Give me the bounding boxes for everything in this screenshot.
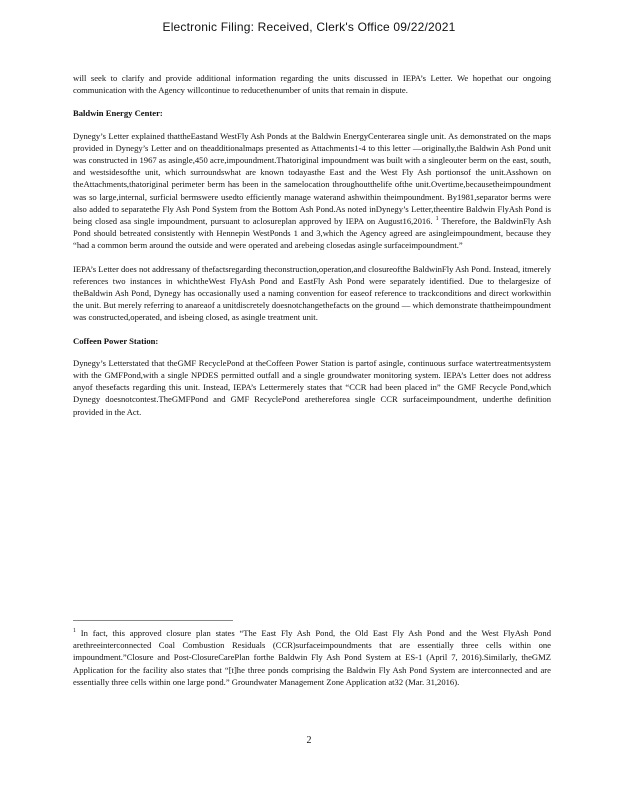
baldwin-paragraph-1 bbox=[73, 130, 551, 252]
footnotes-section bbox=[73, 620, 551, 688]
document-body bbox=[73, 72, 551, 429]
footnote-text: In fact, this approved closure plan states “The East Fly Ash Pond, the Old East Fly Ash Pond and the West FlyAsh Pond arethreeinterconnected Coal Combustion Residuals (CCR)surfaceimpoundments that are essentially three cells within one impoundment.”Closure and Post-ClosureCarePlan forthe Baldwin Fly Ash Pond System at ES-1 (April 7, 2016).Similarly, theGMZ Application for the facility also states that “[t]he three ponds comprising the Baldwin Fly Ash Pond System are interconnected and are essentially three cells within one large pond.” Groundwater Management Zone Application at32 (Mar. 31,2016). bbox=[73, 628, 551, 687]
baldwin-heading: Baldwin Energy Center: bbox=[73, 108, 163, 119]
coffeen-heading: Coffeen Power Station: bbox=[73, 335, 159, 346]
footnote-divider bbox=[73, 620, 233, 621]
filing-stamp-header: Electronic Filing: Received, Clerk's Office 09/22/2021 bbox=[162, 20, 456, 34]
page-number: 2 bbox=[306, 735, 312, 746]
footnote-1 bbox=[73, 627, 551, 688]
baldwin-paragraph-1-tail: Therefore, the BaldwinFly Ash Pond should betreated consistently with Hennepin WestPonds 1 and 3,which the Agency agreed are asingleimpoundment, because they “had a common berm around the outside and were operated and arebeing closedas asingle surfaceimpoundment.” bbox=[73, 216, 551, 251]
baldwin-paragraph-1-main: Dynegy’s Letter explained thattheEastand WestFly Ash Ponds at the Baldwin EnergyCenterarea single unit. As demonstrated on the maps provided in Dynegy’s Letter and on theadditionalmaps presented as Attachments1-4 to this letter —originally,the Baldwin Ash Pond unit was constructed in 1967 as asingle,450 acre,impoundment.Thatoriginal impoundment was built with a singleouter berm on the east, south, and westsidesofthe unit, which surroundswhat are known todayasthe East and the West Fly Ash portionsof the unit.Asshown on theAttachments,thatoriginal perimeter berm has been in the samelocation throughoutthelife ofthe unit.Overtime,becausetheimpoundment was so large,internal, surficial bermswere usedto efficiently manage waterand ashwithin theimpoundment. By1981,separator berms were also added to separatethe Fly Ash Pond System from the Bottom Ash Pond.As noted inDynegy’s Letter,theentire Baldwin FlyAsh Pond is being closed asa single impoundment, pursuant to aclosureplan approved by IEPA on August16,2016. bbox=[73, 130, 551, 227]
footnote-reference[interactable]: 1 bbox=[435, 216, 439, 223]
intro-paragraph: will seek to clarify and provide additional information regarding the units discussed in IEPA’s Letter. We hopethat our ongoing communication with the Agency willcontinue to reducethenumber of units that remain in dispute. bbox=[73, 73, 551, 96]
coffeen-paragraph: Dynegy’s Letterstated that theGMF RecyclePond at theCoffeen Power Station is partof asingle, continuous surface watertreatmentsystem with the GMFPond,with a single NPDES permitted outfall and a single groundwater monitoring system. IEPA’s Letter does not address anyof thesefacts regarding this unit. Instead, IEPA’s Lettermerely states that “CCR had been placed in” the GMF Recycle Pond,which Dynegy doesnotcontest.TheGMFPond and GMF RecyclePond arethereforea single CCR surfaceimpoundment, underthe definition provided in the Act. bbox=[73, 357, 551, 417]
baldwin-paragraph-2: IEPA’s Letter does not addressany of thefactsregarding theconstruction,operation,and closureofthe BaldwinFly Ash Pond. Instead, itmerely references two instances in whichtheWest FlyAsh Pond and EastFly Ash Pond were separately identified. Due to thelargesize of theBaldwin Ash Pond, Dynegy has occasionally used a naming convention for easeof reference to trackconditions and direct workwithin the unit. But merely referring to anareaof a unitdiscretely doesnotchangethefacts on the ground — which demonstrate thattheimpoundment was constructed,operated, and isbeing closed, as asingle treatment unit. bbox=[73, 263, 551, 323]
footnote-marker: 1 bbox=[73, 628, 76, 635]
